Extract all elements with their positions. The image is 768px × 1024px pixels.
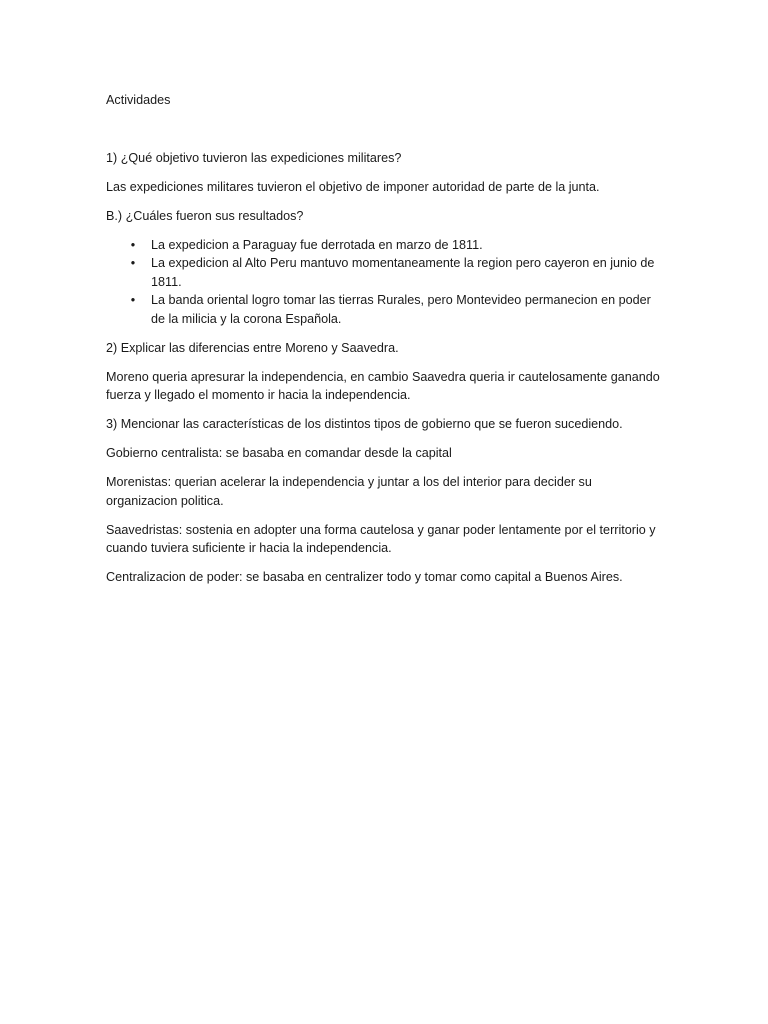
bullet-icon: • [130,256,136,270]
list-item [106,236,666,255]
document-title: Actividades [106,93,171,107]
question-b: B.) ¿Cuáles fueron sus resultados? [106,208,304,223]
list-item-text: La banda oriental logro tomar las tierras Rurales, pero Montevideo permanecion en poder de la milicia y la corona Española. [151,293,651,326]
list-item-text: La expedicion a Paraguay fue derrotada en marzo de 1811. [151,237,483,252]
bullet-icon: • [130,237,136,252]
list-item [106,254,666,291]
answer-1: Las expediciones militares tuvieron el objetivo de imponer autoridad de parte de la junta. [106,179,600,194]
answer-3-centralizacion: Centralizacion de poder: se basaba en centralizer todo y tomar como capital a Buenos Aires. [106,570,623,584]
list-item [106,291,666,328]
question-1: 1) ¿Qué objetivo tuvieron las expediciones militares? [106,150,402,165]
question-3: 3) Mencionar las características de los distintos tipos de gobierno que se fueron sucediendo. [106,417,623,431]
results-list [106,236,666,329]
question-2: 2) Explicar las diferencias entre Moreno y Saavedra. [106,340,399,355]
answer-3-morenistas: Morenistas: querian acelerar la independencia y juntar a los del interior para decider su organizacion politica. [106,475,592,508]
bullet-icon: • [130,293,136,307]
answer-2: Moreno queria apresurar la independencia, en cambio Saavedra queria ir cautelosamente ganando fuerza y llegado el momento ir hacia la independencia. [106,369,660,402]
list-item-text: La expedicion al Alto Peru mantuvo momentaneamente la region pero cayeron en junio de 1811. [151,256,655,289]
document-page [106,91,666,597]
answer-3-centralista: Gobierno centralista: se basaba en comandar desde la capital [106,446,452,460]
answer-3-saavedristas: Saavedristas: sostenia en adopter una forma cautelosa y ganar poder lentamente por el territorio y cuando tuviera suficiente ir hacia la independencia. [106,522,656,555]
